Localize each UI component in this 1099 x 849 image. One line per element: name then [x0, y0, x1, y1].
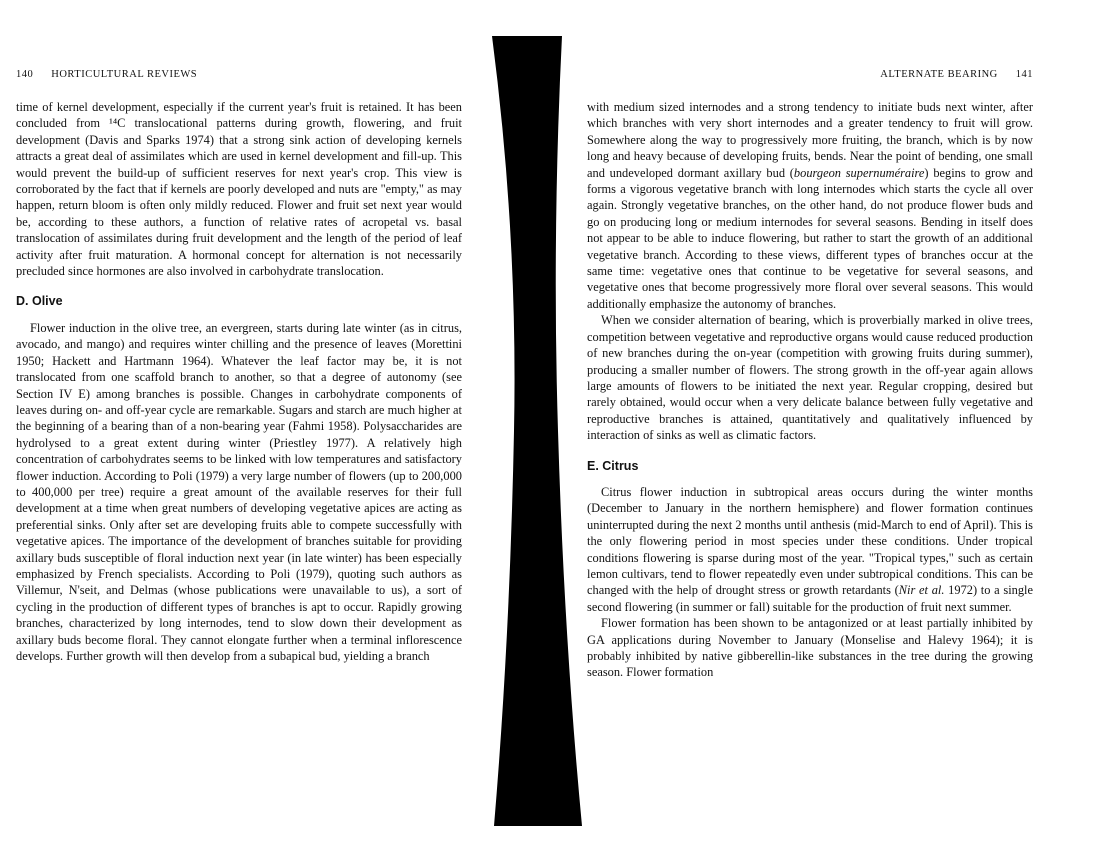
paragraph-branch-cycle — [587, 99, 1033, 312]
left-page-body — [16, 99, 462, 664]
section-heading-citrus: E. Citrus — [587, 458, 639, 473]
page-number-left: 140 — [16, 69, 34, 80]
paragraph-citrus-ga-inhibition: Flower formation has been shown to be antagonized or at least partially inhibited by GA applications during November to January (Monselise and Halevy 1964); it is probably inhibited by native gibberellin-like substances in the tree during the growing season. Flower formation — [587, 616, 1033, 680]
page-number-right: 141 — [1015, 69, 1033, 80]
running-head-title-right: ALTERNATE BEARING — [880, 69, 998, 80]
running-head-title-left: HORTICULTURAL REVIEWS — [51, 69, 198, 80]
right-page-body — [587, 99, 1033, 681]
citrus-text-start: Citrus flower induction in subtropical areas occurs during the winter months (December to January in the northern hemisphere) and flower formation continues uninterrupted during the next 2 months until anthesis (mid-March to end of April). This is the only flowering period in most species under these conditions. Under tropical conditions flowering is sparse during most of the year. "Tropical types," such as certain lemon cultivars, tend to flower repeatedly even under subtropical conditions. This can be changed with the help of drought stress or growth retardants ( — [587, 484, 1033, 598]
paragraph-citrus-flower-induction — [587, 484, 1033, 615]
branch-cycle-text-start: with medium sized internodes and a strong tendency to initiate buds next winter, after which branches with very short internodes and a greater tendency to fruit will grow. Somewhere along the way to progressively more fruiting, the branch, which is by now long and heavy because of developing fruits, bends. Near the point of bending, one small and undeveloped dormant axillary bud ( — [587, 100, 1033, 180]
running-head-right — [587, 69, 1033, 80]
book-gutter-shadow — [492, 36, 582, 826]
paragraph-olive-flower-induction: Flower induction in the olive tree, an evergreen, starts during late winter (as in citrus, avocado, and mango) and requires winter chilling and the presence of leaves (Morettini 1950; Hackett and Hartmann 1964). Whatever the leaf factor may be, it is not translocated from one scaffold branch to another, so that a degree of autonomy (see Section IV E) among branches is possible. Changes in carbohydrate components of leaves during on- and off-year cycle are remarkable. Sugars and starch are much higher at the beginning of a bearing than of a non-bearing year (Fahmi 1958). Polysaccharides are hydrolysed to a great extent during winter (Priestley 1977). A relatively high concentration of carbohydrates seems to be linked with low temperatures and satisfactory flower induction. According to Poli (1979) a very large number of flowers (up to 200,000 to 400,000 per tree) require a great amount of the available reserves for their full development at a time when great numbers of developing vegetative apices are acting as preferential sinks. Only after set are developing fruits able to compete successfully with vegetative apices. The importance of the development of branches suitable for providing axillary buds susceptible of floral induction next year (in late winter) has been especially emphasized by French specialists. According to Poli (1979), quoting such authors as Villemur, N'seit, and Delmas (whose publications were unavailable to us), a sort of cycling in the production of different types of branches is apt to occur. Rapidly growing branches, characterized by long internodes, tend to slow down their development as axillary buds become floral. They cannot elongate further when a terminal inflorescence develops. Further growth will then develop from a subapical bud, yielding a branch — [16, 320, 462, 663]
citrus-text-end: 1972) to a single second flowering (in summer or fall) suitable for the production of fruit next summer. — [587, 583, 1033, 614]
running-head-left — [16, 69, 462, 80]
section-heading-olive: D. Olive — [16, 294, 63, 309]
italic-term-bourgeon: bourgeon supernuméraire — [793, 165, 925, 180]
branch-cycle-text-end: ) begins to grow and forms a vigorous vegetative branch with long internodes which starts the cycle all over again. Strongly vegetative branches, on the other hand, do not produce flower buds and go on producing long or medium internodes for several seasons. Bending in itself does not appear to be able to induce flowering, but rather to start the growth of an additional vegetative branch. According to these views, different types of branches occur at the same time: vegetative ones that continue to be vegetative for several seasons, and vegetative ones that become progressively more floral over several seasons. This would additionally emphasize the autonomy of branches. — [587, 165, 1033, 311]
italic-citation-nir: Nir et al. — [898, 583, 945, 598]
paragraph-kernel-development: time of kernel development, especially if the current year's fruit is retained. It has been concluded from ¹⁴C translocational patterns during growth, flowering, and fruit development (Davis and Sparks 1974) that a strong sink action of developing kernels attracts a great deal of assimilates which are used in kernel development and fill-up. This would prevent the build-up of sufficient reserves for next year's crop. This view is corroborated by the fact that if kernels are poorly developed and nuts are "empty," as may happen, return bloom is often only mildly reduced. Flower and fruit set next year would be, according to these authors, a function of relative rates of acropetal vs. basal translocation of assimilates during fruit development and the length of the period of leaf activity after fruit maturation. A hormonal concept for alternation is not necessarily precluded since hormones are also involved in carbohydrate translocation. — [16, 100, 462, 279]
paragraph-alternation-olive: When we consider alternation of bearing, which is proverbially marked in olive trees, competition between vegetative and reproductive organs would cause reduced production of new branches during the on-year (competition with growing fruits during summer), producing a smaller number of flowers. The strong growth in the off-year again allows large amounts of flowers to be initiated the next year. Regular cropping, desired but rarely obtained, would occur when a very delicate balance between fully vegetative and reproductive branches is attained, quantitatively and qualitatively influenced by interaction of sinks as well as climatic factors. — [587, 313, 1033, 443]
